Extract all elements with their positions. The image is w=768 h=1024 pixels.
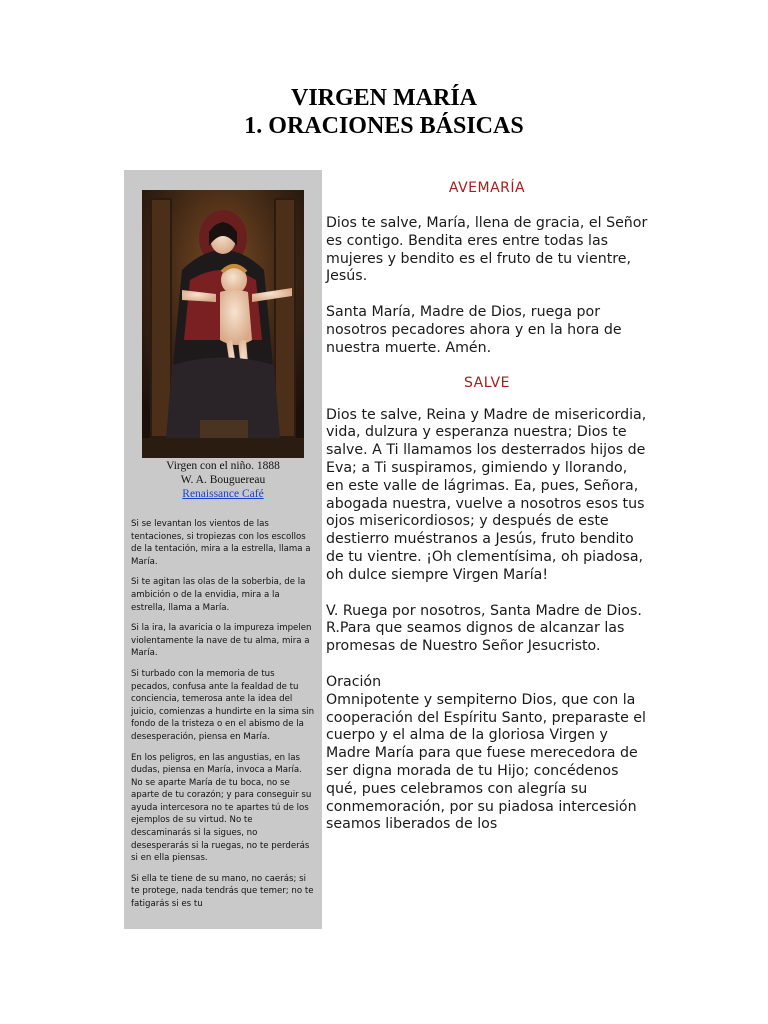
quote-paragraph: En los peligros, en las angustias, en las dudas, piensa en María, invoca a María. No se aparte María de tu boca, no se aparte de tu corazón; y para conseguir su ayuda intercesora no te apartes tú de los ejemplos de su virtud. No te descaminarás si la sigues, no desesperarás si la ruegas, no te perderás si en ella piensas. xyxy=(131,752,312,864)
quote-paragraph: Si ella te tiene de su mano, no caerás; si te protege, nada tendrás que temer; no te fatigarás si es tu xyxy=(131,873,314,910)
salve-versicle: V. Ruega por nosotros, Santa Madre de Dios. xyxy=(326,602,642,619)
virgin-and-child-painting xyxy=(142,190,304,458)
painting-caption-title: Virgen con el niño. 1888 xyxy=(166,460,280,472)
quote-paragraph: Si turbado con la memoria de tus pecados, confusa ante la fealdad de tu conciencia, temerosa ante la idea del juicio, comienzas a hundirte en la sima sin fondo de la tristeza o en el abismo de la desesperación, piensa en María. xyxy=(131,668,315,742)
oracion-label: Oración xyxy=(326,673,382,690)
avemaria-heading: AVEMARÍA xyxy=(448,180,526,196)
salve-response: R.Para que seamos dignos de alcanzar las promesas de Nuestro Señor Jesucristo. xyxy=(326,620,625,655)
avemaria-paragraph-1: Dios te salve, María, llena de gracia, el Señor es contigo. Bendita eres entre todas las mujeres y bendito es el fruto de tu vientre, Jesús. xyxy=(326,215,648,285)
salve-heading: SALVE xyxy=(464,374,510,391)
quote-paragraph: Si te agitan las olas de la soberbia, de la ambición o de la envidia, mira a la estrella, llama a María. xyxy=(131,577,306,613)
sidebar-panel xyxy=(124,170,322,929)
painting-caption-artist: W. A. Bouguereau xyxy=(180,474,266,486)
avemaria-paragraph-2: Santa María, Madre de Dios, ruega por nosotros pecadores ahora y en la hora de nuestra muerte. Amén. xyxy=(326,304,622,356)
painting-illustration xyxy=(142,190,304,458)
painting-source-link[interactable]: Renaissance Café xyxy=(182,488,264,500)
quote-paragraph: Si se levantan los vientos de las tentaciones, si tropiezas con los escollos de la tentación, mira a la estrella, llama a María. xyxy=(131,519,311,567)
quote-paragraph: Si la ira, la avaricia o la impureza impelen violentamente la nave de tu alma, mira a María. xyxy=(131,623,312,659)
sidebar-quotes xyxy=(131,518,315,919)
page-title-line2: 1. ORACIONES BÁSICAS xyxy=(244,113,524,139)
oracion-text: Omnipotente y sempiterno Dios, que con la cooperación del Espíritu Santo, preparaste el cuerpo y el alma de la gloriosa Virgen y Madre María para que fuese merecedora de ser digna morada de tu Hijo; concédenos qué, pues celebramos con alegría su conmemoración, por su piadosa intercesión seamos liberados de los xyxy=(326,691,646,833)
prayers-column xyxy=(326,174,648,834)
salve-paragraph-1: Dios te salve, Reina y Madre de misericordia, vida, dulzura y esperanza nuestra; Dios te salve. A Ti llamamos los desterrados hijos de Eva; a Ti suspiramos, gimiendo y llorando, en este valle de lágrimas. Ea, pues, Señora, abogada nuestra, vuelve a nosotros esos tus ojos misericordiosos; y después de este destierro muéstranos a Jesús, fruto bendito de tu vientre. ¡Oh clementísima, oh piadosa, oh dulce siempre Virgen María! xyxy=(326,406,647,583)
page-title-line1: VIRGEN MARÍA xyxy=(291,85,477,111)
